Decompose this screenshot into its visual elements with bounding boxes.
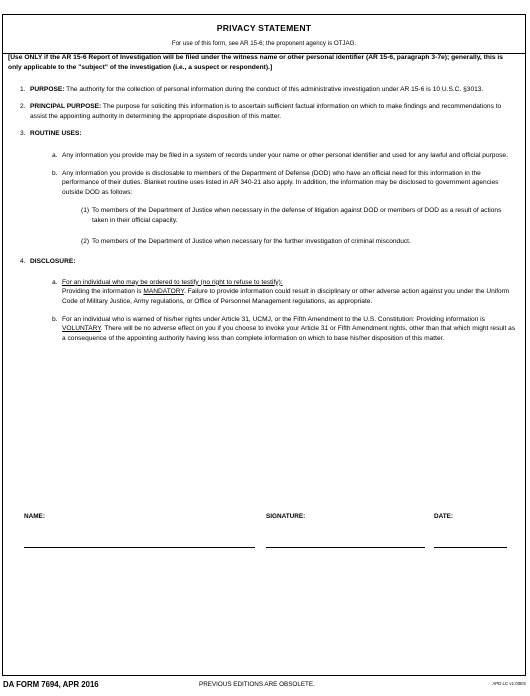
form-id: DA FORM 7694, APR 2016 xyxy=(3,680,99,689)
item-text: Providing the information is xyxy=(62,288,144,296)
item-text: Any information you provide may be filed in a system of records under your name or other personal identifier and used for any lawful and official purpose. xyxy=(62,151,508,159)
section-heading: ROUTINE USES: xyxy=(30,130,82,138)
item-heading: For an individual who may be ordered to testify (no right to refuse to testify): xyxy=(62,278,283,286)
item-text: For an individual who is warned of his/her rights under Article 31, UCMJ, or the Fifth Amendment to the U.S. Constitution: Providing information is xyxy=(62,315,485,323)
section-principal-purpose xyxy=(20,102,516,121)
routine-use-b-1 xyxy=(20,206,516,225)
mandatory-emphasis: MANDATORY xyxy=(143,288,184,296)
item-text: . There will be no adverse effect on you if you choose to invoke your Article 31 or Fifth Amendment rights, other than that which might result as a consequence of the appointing authority having less than complete information on which to base his/her disposition of this matter. xyxy=(62,325,516,342)
item-label: b. xyxy=(52,169,58,177)
routine-use-b xyxy=(20,169,516,198)
name-label: NAME: xyxy=(24,513,45,520)
signature-label: SIGNATURE: xyxy=(266,513,306,520)
item-label: a. xyxy=(52,278,58,286)
name-field[interactable] xyxy=(24,547,255,548)
section-heading: DISCLOSURE: xyxy=(30,258,76,266)
page-title: PRIVACY STATEMENT xyxy=(216,23,312,33)
section-routine-uses xyxy=(20,129,516,139)
section-heading: PURPOSE: xyxy=(30,85,65,93)
routine-use-a xyxy=(20,151,516,161)
item-label: (2) xyxy=(81,237,90,245)
section-purpose xyxy=(20,85,516,95)
item-text: . Failure to provide information could result in disciplinary or other adverse action against you under the Uniform Code of Military Justice, Army regulations, or Office of Personnel Management regulations, as appropriate. xyxy=(62,288,510,305)
item-text: To members of the Department of Justice when necessary in the defense of litigation against DOD or members of DOD as a result of actions taken in their official capacity. xyxy=(92,207,502,224)
signature-field[interactable] xyxy=(266,547,425,548)
apd-version: APD LC v1.00ES xyxy=(492,681,526,686)
form-body xyxy=(8,53,516,343)
item-label: a. xyxy=(52,151,58,159)
section-heading: PRINCIPAL PURPOSE: xyxy=(30,103,102,111)
usage-notice: [Use ONLY if the AR 15-6 Report of Investigation will be filed under the witness name or other personal identifier (AR 15-6, paragraph 3-7e); generally, this is only applicable to the "subject" of the investigation (i.e., a suspect or respondent).] xyxy=(8,54,503,71)
item-text: Any information you provide is disclosable to members of the Department of Defense (DOD) who have an official need for this information in the performance of their duties. Blanket routine uses listed in AR 340-21 also apply. In addition, the information may be disclosed to government agencies outside DOD as follows: xyxy=(62,169,499,196)
item-text: To members of the Department of Justice when necessary for the further investigation of criminal misconduct. xyxy=(92,237,411,245)
section-text: The authority for the collection of personal information during the conduct of this administrative investigation under AR 15-6 is 10 U.S.C. §3013. xyxy=(66,85,484,93)
routine-use-b-2 xyxy=(20,237,516,247)
page-subtitle: For use of this form, see AR 15-6; the proponent agency is OTJAG. xyxy=(171,40,357,47)
previous-editions-note: PREVIOUS EDITIONS ARE OBSOLETE. xyxy=(199,681,315,688)
item-label: (1) xyxy=(81,207,90,215)
section-text: The purpose for soliciting this information is to ascertain sufficient factual information on which to make findings and recommendations to assist the appointing authority in determining the appropriate disposition of this matter. xyxy=(30,103,502,120)
section-number: 3. xyxy=(20,130,26,138)
section-number: 2. xyxy=(20,103,26,111)
disclosure-b xyxy=(20,315,516,344)
section-number: 1. xyxy=(20,85,26,93)
date-label: DATE: xyxy=(434,513,454,520)
section-disclosure xyxy=(20,257,516,267)
disclosure-a xyxy=(20,278,516,307)
voluntary-emphasis: VOLUNTARY xyxy=(62,325,101,333)
date-field[interactable] xyxy=(434,547,507,548)
item-label: b. xyxy=(52,315,58,323)
section-number: 4. xyxy=(20,258,26,266)
